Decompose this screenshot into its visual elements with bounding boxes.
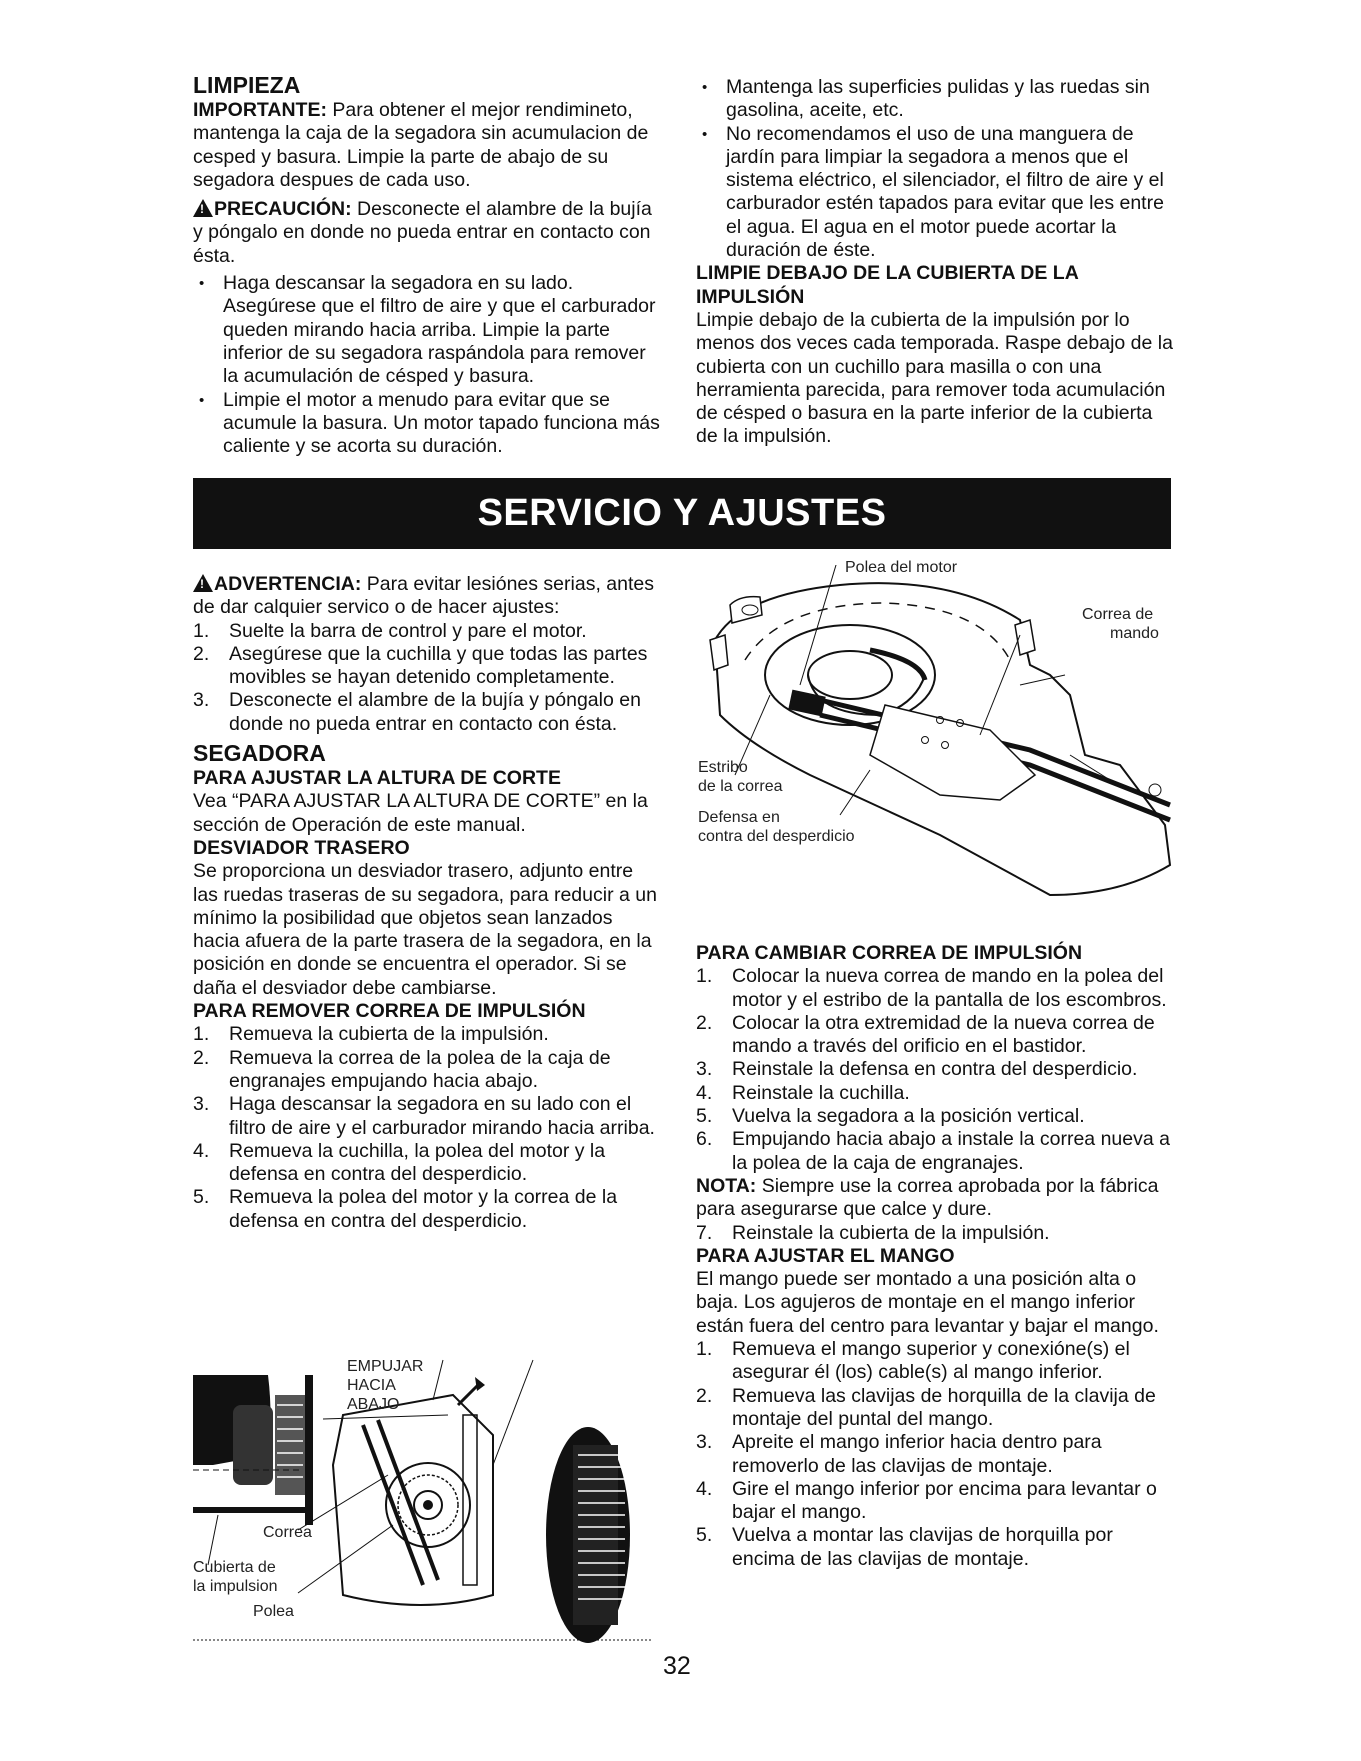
mango-steps <box>696 1338 1174 1571</box>
remover-heading: PARA REMOVER CORREA DE IMPULSIÓN <box>193 1000 586 1023</box>
list-item: 5. Vuelva a montar las clavijas de horquilla por encima de las clavijas de montaje. <box>696 1524 1113 1570</box>
gearbox-pulley-figure <box>193 1355 653 1645</box>
list-item: 4. Reinstale la cuchilla. <box>696 1081 910 1104</box>
limpie-debajo-paragraph: Limpie debajo de la cubierta de la impulsión por lo menos dos veces cada temporada. Raspe debajo de la cubierta con un cuchillo para masilla o con una herramienta parecida, para remover toda acumulación de césped o basura en la parte inferior de la cubierta de la impulsión. <box>696 308 1173 448</box>
drive-belt-figure <box>690 559 1175 935</box>
list-item: 3. Desconecte el alambre de la bujía y póngalo en donde no pueda entrar en contacto con ésta. <box>193 689 641 735</box>
servicio-left-column <box>193 573 663 1233</box>
cambiar-step-7 <box>696 1222 1174 1245</box>
precaucion-label: PRECAUCIÓN: <box>214 198 352 221</box>
defensa-label-2: contra del desperdicio <box>698 828 855 845</box>
list-item: 2. Asegúrese que la cuchilla y que todas las partes movibles se hayan detenido completamente. <box>193 642 648 689</box>
importante-text: Para obtener el mejor rendimineto, mantenga la caja de la segadora sin acumulacion de cesped y basura. Limpie la parte de abajo de su segadora despues de cada uso. <box>193 99 649 191</box>
limpieza-bullets <box>193 272 663 458</box>
mango-paragraph: El mango puede ser montado a una posición alta o baja. Los agujeros de montaje en el mango inferior están fuera del centro para levantar y bajar el mango. <box>696 1268 1159 1337</box>
list-item: 3. Reinstale la defensa en contra del desperdicio. <box>696 1058 1138 1081</box>
precaucion-text: Desconecte el alambre de la bujía y póngalo en donde no pueda entrar en contacto con ésta. <box>193 198 652 267</box>
warning-triangle-icon <box>193 574 213 592</box>
list-item: 1. Remueva el mango superior y conexióne(s) el asegurar él (los) cable(s) al mango inferior. <box>696 1338 1130 1384</box>
list-item: 5. Vuelva la segadora a la posición vertical. <box>696 1105 1085 1128</box>
list-item: 6. Empujando hacia abajo a instale la correa nueva a la polea de la caja de engranajes. <box>696 1128 1170 1174</box>
mango-heading: PARA AJUSTAR EL MANGO <box>696 1244 955 1267</box>
advertencia-text: Para evitar lesiónes serias, antes de dar calquier servico o de hacer ajustes: <box>193 573 654 619</box>
list-item: 7. Reinstale la cubierta de la impulsión. <box>696 1221 1050 1244</box>
estribo-label-1: Estribo <box>698 759 748 776</box>
list-item: 2. Colocar la otra extremidad de la nueva correa de mando a través del orificio en el bastidor. <box>696 1011 1155 1058</box>
list-item: • No recomendamos el uso de una manguera de jardín para limpiar la segadora a menos que el sistema eléctrico, el silenciador, el filtro de aire y el carburador estén tapados para evitar que les entre el agua. El agua en el motor puede acortar la duración de éste. <box>696 123 1174 263</box>
list-item: • Haga descansar la segadora en su lado. Asegúrese que el filtro de aire y que el carburador queden mirando hacia arriba. Limpie la parte inferior de su segadora raspándola para remover la acumulación de césped y basura. <box>193 272 663 388</box>
limpieza-bullets-continued <box>696 76 1174 262</box>
abajo-label: ABAJO <box>347 1396 400 1413</box>
nota-label: NOTA: <box>696 1174 757 1197</box>
cambiar-heading: PARA CAMBIAR CORREA DE IMPULSIÓN <box>696 942 1083 964</box>
list-item: 4. Gire el mango inferior por encima para levantar o bajar el mango. <box>696 1477 1157 1524</box>
list-item: 3. Haga descansar la segadora en su lado con el filtro de aire y el carburador mirando hacia arriba. <box>193 1093 655 1139</box>
advertencia-steps <box>193 620 663 736</box>
defensa-label-1: Defensa en <box>698 809 780 826</box>
cambiar-steps <box>696 965 1174 1175</box>
list-item: 3. Apreite el mango inferior hacia dentro para removerlo de las clavijas de montaje. <box>696 1431 1102 1477</box>
precaucion-paragraph <box>193 198 663 268</box>
cubierta-label-2: la impulsion <box>193 1578 278 1595</box>
correa-mando-label-2: mando <box>1110 625 1159 642</box>
advertencia-paragraph <box>193 573 663 620</box>
correa-mando-label-1: Correa de <box>1082 606 1154 623</box>
servicio-ajustes-banner: SERVICIO Y AJUSTES <box>193 478 1171 549</box>
limpieza-section <box>193 72 663 458</box>
page-number: 32 <box>663 1652 691 1680</box>
desviador-paragraph: Se proporciona un desviador trasero, adjunto entre las ruedas traseras de su segadora, para reducir a un mínimo la posibilidad que objetos sean lanzados hacia afuera de la parte trasera de la segadora, en la posición en donde se encuentra el operador. Si se daña el desviador debe cambiarse. <box>193 860 657 999</box>
warning-triangle-icon <box>193 199 213 217</box>
estribo-label-2: de la correa <box>698 778 783 795</box>
list-item: 2. Remueva la correa de la polea de la caja de engranajes empujando hacia abajo. <box>193 1046 611 1092</box>
list-item: 5. Remueva la polea del motor y la correa de la defensa en contra del desperdicio. <box>193 1186 618 1232</box>
polea-motor-label: Polea del motor <box>845 559 958 576</box>
desviador-heading: DESVIADOR TRASERO <box>193 836 410 859</box>
altura-heading: PARA AJUSTAR LA ALTURA DE CORTE <box>193 767 561 790</box>
nota-paragraph <box>696 1175 1174 1222</box>
list-item: 4. Remueva la cuchilla, la polea del motor y la defensa en contra del desperdicio. <box>193 1139 606 1186</box>
limpieza-title: LIMPIEZA <box>193 72 301 98</box>
list-item: 1. Colocar la nueva correa de mando en la polea del motor y el estribo de la pantalla de los escombros. <box>696 965 1167 1011</box>
list-item: 1. Remueva la cubierta de la impulsión. <box>193 1023 549 1046</box>
list-item: 1. Suelte la barra de control y pare el motor. <box>193 619 587 642</box>
servicio-right-column <box>696 942 1174 1571</box>
limpie-debajo-heading: LIMPIE DEBAJO DE LA CUBIERTA DE LA IMPULSIÓN <box>696 262 1079 308</box>
importante-label: IMPORTANTE: <box>193 99 327 121</box>
advertencia-label: ADVERTENCIA: <box>214 573 362 595</box>
list-item: 2. Remueva las clavijas de horquilla de la clavija de montaje del puntal del mango. <box>696 1384 1156 1430</box>
list-item: • Limpie el motor a menudo para evitar que se acumule la basura. Un motor tapado funciona más caliente y se acorta su duración. <box>193 389 663 459</box>
remover-steps <box>193 1023 663 1233</box>
nota-text: Siempre use la correa aprobada por la fábrica para asegurarse que calce y dure. <box>696 1174 1159 1221</box>
list-item: • Mantenga las superficies pulidas y las ruedas sin gasolina, aceite, etc. <box>696 76 1174 123</box>
segadora-title: SEGADORA <box>193 740 326 767</box>
cubierta-label-1: Cubierta de <box>193 1559 276 1576</box>
limpieza-continued-section <box>696 76 1174 449</box>
hacia-label: HACIA <box>347 1377 396 1394</box>
importante-paragraph <box>193 99 663 192</box>
altura-paragraph: Vea “PARA AJUSTAR LA ALTURA DE CORTE” en la sección de Operación de este manual. <box>193 790 648 836</box>
correa-label: Correa <box>263 1524 312 1541</box>
polea-label: Polea <box>253 1603 294 1620</box>
empujar-label: EMPUJAR <box>347 1358 424 1375</box>
